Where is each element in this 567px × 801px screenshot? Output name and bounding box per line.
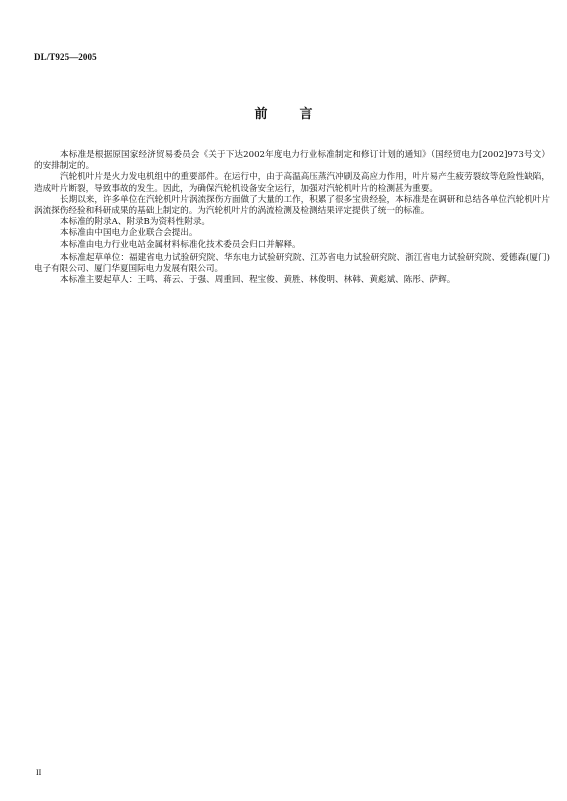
paragraph-proposer: 本标准由中国电力企业联合会提出。 bbox=[60, 228, 198, 239]
paragraph-background: 长期以来，许多单位在汽轮机叶片涡流探伤方面做了大量的工作，积累了很多宝贵经验，本标准是在调研和总结各单位汽轮机叶片涡流探伤经验和科研成果的基础上制定的。为汽轮机叶片的涡流检测及检测结果评定提供了统一的标准。 bbox=[34, 194, 550, 217]
paragraph-blade-importance: 汽轮机叶片是火力发电机组中的重要部件。在运行中，由于高温高压蒸汽冲刷及高应力作用，叶片易产生疲劳裂纹等危险性缺陷，造成叶片断裂，导致事故的发生。因此，为确保汽轮机设备安全运行，加强对汽轮机叶片的检测甚为重要。 bbox=[34, 172, 550, 194]
paragraph-drafters: 本标准主要起草人：王鸣、蒋云、于强、周重回、程宝俊、黄胜、林俊明、林韩、黄彪斌、陈彤、萨辉。 bbox=[60, 275, 456, 286]
paragraph-drafting-units: 本标准起草单位：福建省电力试验研究院、华东电力试验研究院、江苏省电力试验研究院、浙江省电力试验研究院、爱德森(厦门)电子有限公司、厦门华夏国际电力发展有限公司。 bbox=[34, 252, 550, 275]
document-code: DL/T925—2005 bbox=[34, 52, 97, 62]
paragraph-appendix: 本标准的附录A、附录B为资料性附录。 bbox=[60, 217, 211, 228]
page-number: II bbox=[36, 768, 42, 777]
paragraph-interpretation: 本标准由电力行业电站金属材料标准化技术委员会归口并解释。 bbox=[60, 239, 301, 250]
page-title: 前言 bbox=[254, 107, 345, 122]
foreword-body bbox=[34, 150, 550, 286]
paragraph-basis: 本标准是根据原国家经济贸易委员会《关于下达2002年度电力行业标准制定和修订计划的通知》（国经贸电力[2002]973号文）的安排制定的。 bbox=[34, 150, 550, 172]
